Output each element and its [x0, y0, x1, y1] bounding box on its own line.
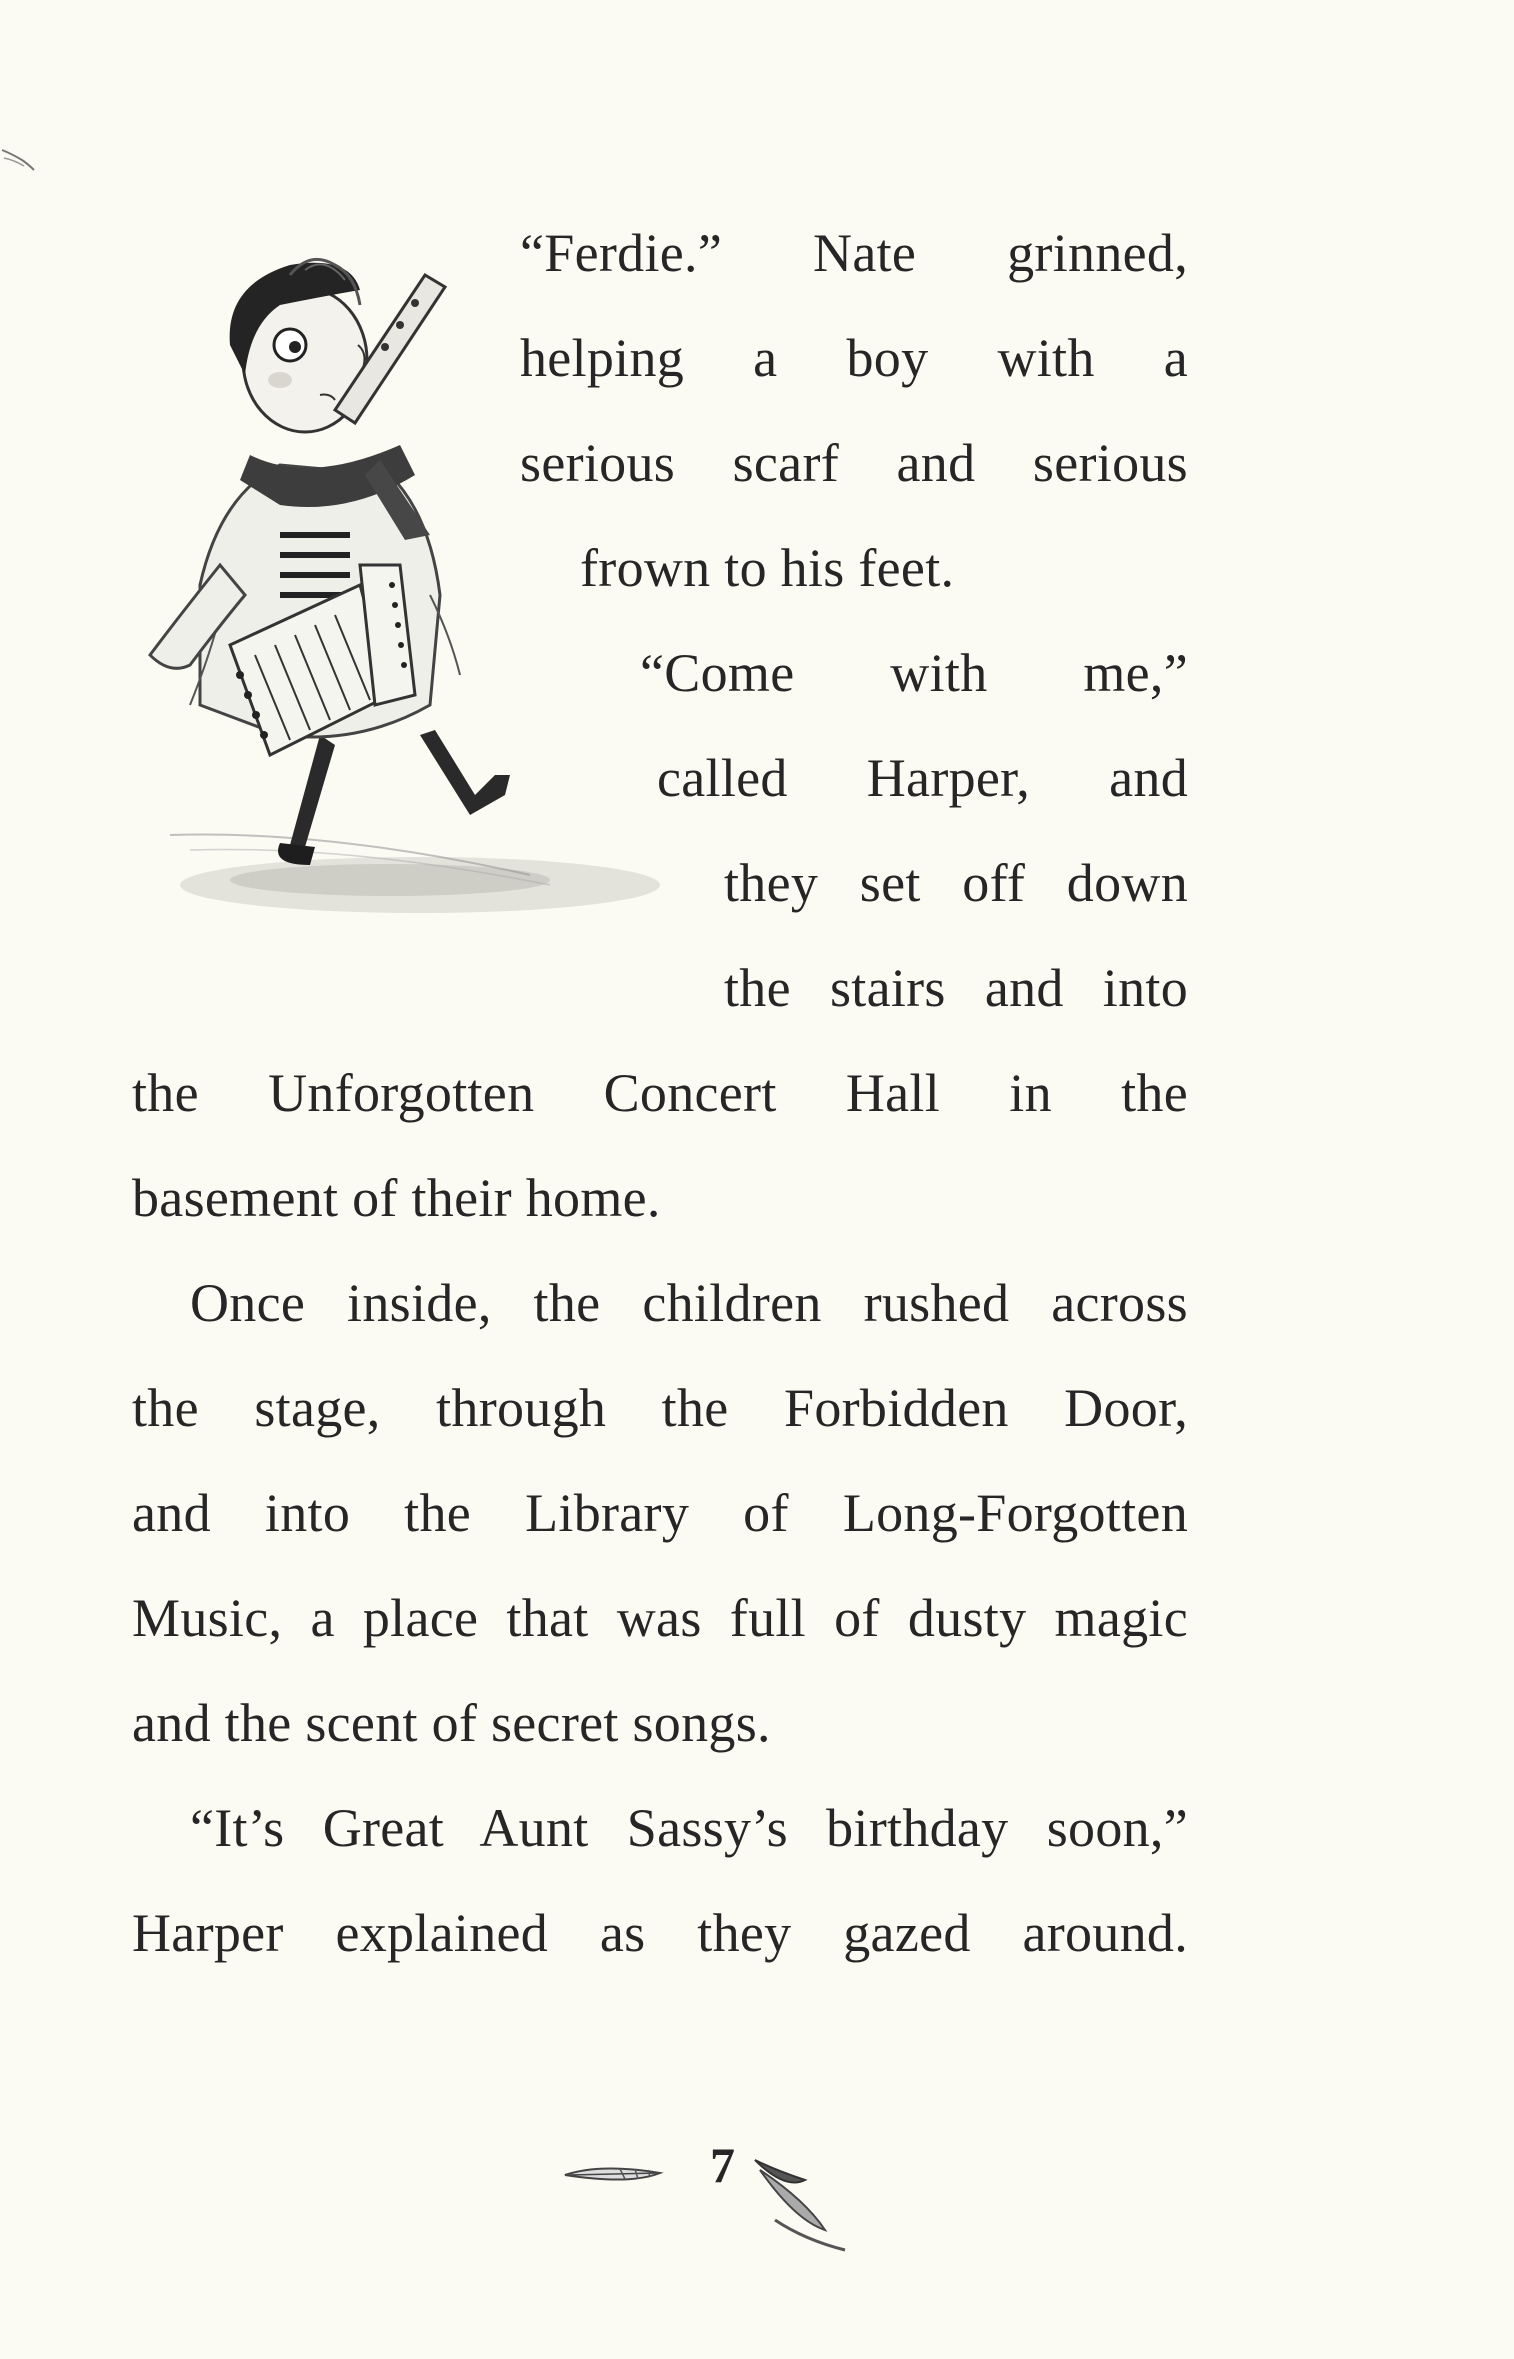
text-line-2: helping a boy with a [520, 328, 1188, 388]
text-line-12: the stage, through the Forbidden Door, [132, 1378, 1188, 1438]
corner-flourish [0, 140, 40, 180]
ground-shadow [170, 835, 660, 914]
text-line-16: “It’s Great Aunt Sassy’s birthday soon,” [190, 1798, 1188, 1858]
right-feather-icon [745, 2150, 875, 2260]
text-line-11: Once inside, the children rushed across [190, 1273, 1188, 1333]
text-line-13: and into the Library of Long-Forgotten [132, 1483, 1188, 1543]
text-line-5: “Come with me,” [640, 643, 1188, 703]
text-line-6: called Harper, and [657, 748, 1188, 808]
text-line-1: “Ferdie.” Nate grinned, [520, 223, 1188, 283]
text-line-8: the stairs and into [724, 958, 1188, 1018]
text-line-15: and the scent of secret songs. [132, 1693, 771, 1753]
text-line-14: Music, a place that was full of dusty magic [132, 1588, 1188, 1648]
page-footer [560, 2137, 880, 2260]
left-feather-icon [560, 2155, 670, 2195]
text-line-4: frown to his feet. [580, 538, 955, 598]
page-number: 7 [710, 2137, 735, 2193]
text-line-9: the Unforgotten Concert Hall in the [132, 1063, 1188, 1123]
text-line-3: serious scarf and serious [520, 433, 1188, 493]
text-line-17: Harper explained as they gazed around. [132, 1903, 1188, 1963]
text-line-10: basement of their home. [132, 1168, 661, 1228]
text-line-7: they set off down [724, 853, 1188, 913]
